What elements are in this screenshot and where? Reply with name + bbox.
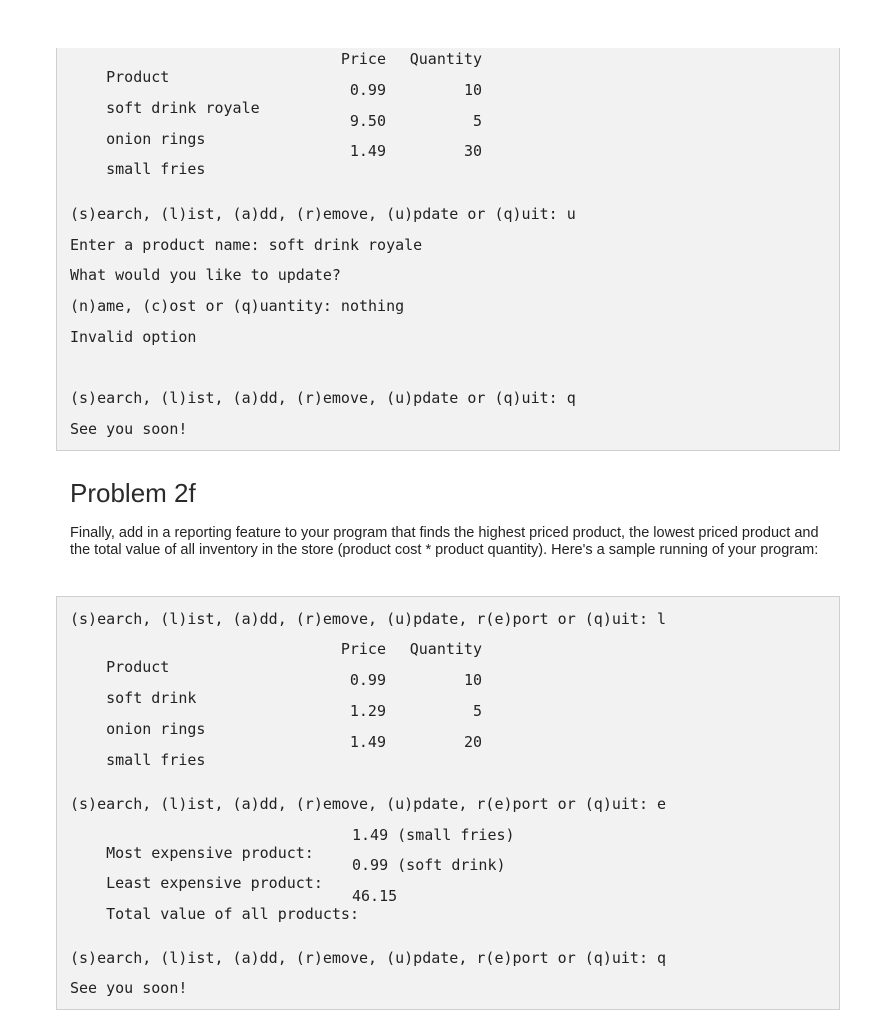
row-price: 1.49	[349, 733, 386, 751]
header-quantity: Quantity	[409, 640, 482, 658]
problem-title: Problem 2f	[70, 478, 196, 508]
report-line	[70, 887, 398, 923]
row-price: 0.99	[349, 81, 386, 99]
row-price: 9.50	[349, 112, 386, 130]
row-price: 1.49	[349, 142, 386, 160]
console-line: Enter a product name: soft drink royale	[70, 236, 423, 254]
console-line: (s)earch, (l)ist, (a)dd, (r)emove, (u)pdate, r(e)port or (q)uit: l	[70, 610, 667, 628]
row-quantity: 10	[463, 671, 482, 689]
console-line: See you soon!	[70, 420, 188, 438]
table-row	[70, 142, 482, 178]
console-line: (s)earch, (l)ist, (a)dd, (r)emove, (u)pdate, r(e)port or (q)uit: q	[70, 949, 667, 967]
row-quantity: 20	[463, 733, 482, 751]
report-label: Least expensive product:	[106, 874, 323, 892]
table-row	[70, 671, 482, 707]
header-price: Price	[340, 50, 386, 68]
row-price: 1.29	[349, 702, 386, 720]
console-line: (s)earch, (l)ist, (a)dd, (r)emove, (u)pdate or (q)uit: u	[70, 205, 576, 223]
row-product: soft drink	[106, 689, 197, 707]
console-line: What would you like to update?	[70, 266, 341, 284]
table-header	[70, 640, 482, 676]
report-label: Most expensive product:	[106, 844, 314, 862]
row-product: onion rings	[106, 720, 206, 738]
report-value: 0.99 (soft drink)	[352, 856, 506, 874]
header-product: Product	[106, 658, 170, 676]
table-row	[70, 733, 482, 769]
header-quantity: Quantity	[409, 50, 482, 68]
console-line: See you soon!	[70, 979, 188, 997]
row-product: small fries	[106, 160, 206, 178]
row-quantity: 5	[472, 112, 482, 130]
console-line: (s)earch, (l)ist, (a)dd, (r)emove, (u)pdate, r(e)port or (q)uit: e	[70, 795, 667, 813]
console-line: (s)earch, (l)ist, (a)dd, (r)emove, (u)pdate or (q)uit: q	[70, 389, 576, 407]
report-label: Total value of all products:	[106, 905, 359, 923]
row-product: soft drink royale	[106, 99, 260, 117]
table-row	[70, 112, 482, 148]
report-line	[70, 826, 515, 862]
row-product: small fries	[106, 751, 206, 769]
table-row	[70, 702, 482, 738]
console-output-box-1	[56, 48, 840, 451]
report-value: 1.49 (small fries)	[352, 826, 515, 844]
console-line: Invalid option	[70, 328, 197, 346]
report-line	[70, 856, 506, 892]
table-row	[70, 81, 482, 117]
row-quantity: 30	[463, 142, 482, 160]
table-header	[70, 50, 482, 86]
row-product: onion rings	[106, 130, 206, 148]
row-quantity: 10	[463, 81, 482, 99]
report-value: 46.15	[352, 887, 398, 905]
header-price: Price	[340, 640, 386, 658]
row-quantity: 5	[472, 702, 482, 720]
console-line: (n)ame, (c)ost or (q)uantity: nothing	[70, 297, 405, 315]
console-output-box-2	[56, 596, 840, 1010]
header-product: Product	[106, 68, 170, 86]
row-price: 0.99	[349, 671, 386, 689]
problem-description: Finally, add in a reporting feature to your program that finds the highest priced product, the lowest priced product and the total value of all inventory in the store (product cost * product quantity). Here's a sample running of your program:	[70, 525, 819, 558]
